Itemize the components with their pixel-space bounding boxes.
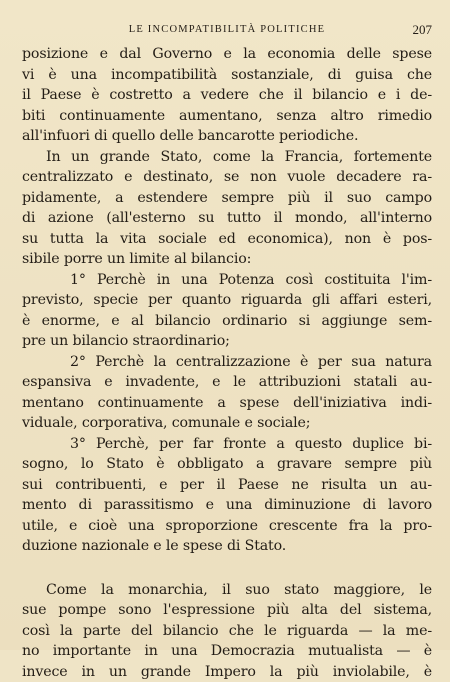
paragraph-gap — [22, 557, 432, 580]
text-line: pidamente, a estendere sempre più il suo campo — [22, 188, 432, 209]
text-line: viduale, corporativa, comunale e sociale; — [22, 413, 432, 434]
paragraph — [22, 147, 432, 270]
running-title: LE INCOMPATIBILITÀ POLITICHE — [22, 20, 432, 40]
text-line: su tutta la vita sociale ed economica), non è pos- — [22, 229, 432, 250]
page-header — [22, 20, 432, 40]
text-line: Come la monarchia, il suo stato maggiore, le — [22, 580, 432, 601]
body-text — [22, 44, 432, 682]
text-line: 3° Perchè, per far fronte a questo duplice bi- — [22, 434, 432, 455]
text-line: vi è una incompatibilità sostanziale, di guisa che — [22, 65, 432, 86]
text-line: In un grande Stato, come la Francia, fortemente — [22, 147, 432, 168]
text-line: pre un bilancio straordinario; — [22, 331, 432, 352]
text-line: 1° Perchè in una Potenza così costituita l'im- — [22, 270, 432, 291]
text-line: è enorme, e al bilancio ordinario si aggiunge sem- — [22, 311, 432, 332]
text-line: posizione e dal Governo e la economia delle spese — [22, 44, 432, 65]
text-line: mentano continuamente a spese dell'iniziativa indi- — [22, 393, 432, 414]
text-line: sui contribuenti, e per il Paese ne risulta un au- — [22, 475, 432, 496]
paragraph — [22, 352, 432, 434]
text-line: espansiva e invadente, e le attribuzioni statali au- — [22, 372, 432, 393]
text-line: all'infuori di quello delle bancarotte periodiche. — [22, 126, 432, 147]
text-line: mento di parassitismo e una diminuzione di lavoro — [22, 495, 432, 516]
text-line: di azione (all'esterno su tutto il mondo, all'interno — [22, 208, 432, 229]
paragraph — [22, 44, 432, 147]
text-line: biti continuamente aumentano, senza altro rimedio — [22, 106, 432, 127]
text-line: duzione nazionale e le spese di Stato. — [22, 536, 432, 557]
text-line: invece in un grande Impero la più inviolabile, è — [22, 662, 432, 682]
text-line: così la parte del bilancio che le riguarda — la me- — [22, 621, 432, 642]
paragraph — [22, 434, 432, 557]
text-line: utile, e cioè una sproporzione crescente fra la pro- — [22, 516, 432, 537]
text-line: sue pompe sono l'espressione più alta del sistema, — [22, 600, 432, 621]
text-line: 2° Perchè la centralizzazione è per sua natura — [22, 352, 432, 373]
text-line: il Paese è costretto a vedere che il bilancio e i de- — [22, 85, 432, 106]
text-line: sogno, lo Stato è obbligato a gravare sempre più — [22, 454, 432, 475]
paragraph — [22, 580, 432, 682]
text-line: previsto, specie per quanto riguarda gli affari esteri, — [22, 290, 432, 311]
text-line: no importante in una Democrazia mutualista — è — [22, 641, 432, 662]
text-line: centralizzato e destinato, se non vuole decadere ra- — [22, 167, 432, 188]
page-number: 207 — [413, 20, 433, 40]
text-line: sibile porre un limite al bilancio: — [22, 249, 432, 270]
paragraph — [22, 270, 432, 352]
